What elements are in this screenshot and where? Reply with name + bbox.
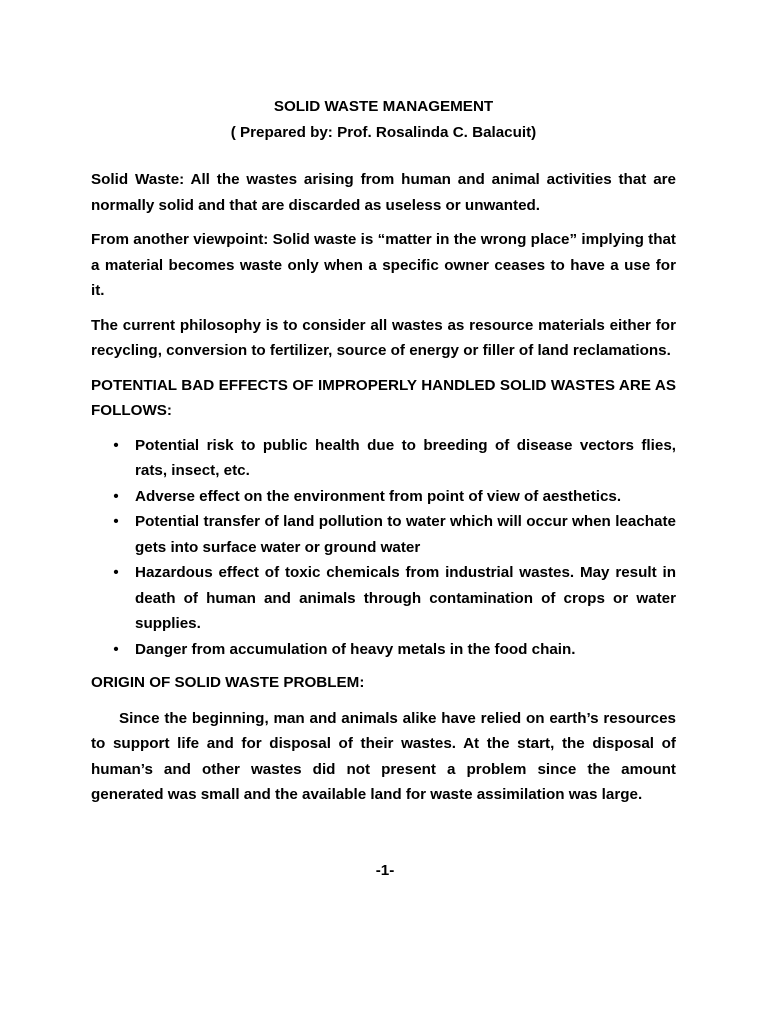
origin-heading: ORIGIN OF SOLID WASTE PROBLEM:	[91, 674, 365, 691]
effects-list-item	[113, 560, 676, 637]
effects-list-item	[113, 637, 676, 663]
effects-list-item	[113, 509, 676, 560]
document-subtitle: ( Prepared by: Prof. Rosalinda C. Balacuit)	[230, 123, 537, 141]
origin-paragraph: Since the beginning, man and animals alike have relied on earth’s resources to support life and for disposal of their wastes. At the start, the disposal of human’s and other wastes did not present a problem since the amount generated was small and the available land for waste assimilation was large.	[91, 709, 676, 803]
bullet-icon: •	[113, 436, 119, 454]
effects-list-item	[113, 433, 676, 484]
effect-text: Potential risk to public health due to breeding of disease vectors flies, rats, insect, etc.	[135, 436, 676, 479]
title-block	[91, 94, 676, 145]
bullet-icon: •	[113, 640, 119, 658]
bullet-icon: •	[113, 513, 119, 530]
effects-list-item	[113, 484, 676, 510]
effects-heading: POTENTIAL BAD EFFECTS OF IMPROPERLY HANDLED SOLID WASTES ARE AS FOLLOWS:	[91, 376, 676, 419]
effects-list	[91, 433, 676, 663]
effect-text: Adverse effect on the environment from point of view of aesthetics.	[135, 487, 622, 505]
viewpoint-paragraph: From another viewpoint: Solid waste is “matter in the wrong place” implying that a material becomes waste only when a specific owner ceases to have a use for it.	[91, 231, 676, 299]
effect-text: Danger from accumulation of heavy metals in the food chain.	[135, 640, 576, 658]
bullet-icon: •	[113, 487, 119, 505]
effect-text: Potential transfer of land pollution to water which will occur when leachate gets into surface water or ground water	[135, 513, 676, 556]
effect-text: Hazardous effect of toxic chemicals from industrial wastes. May result in death of human and animals through contamination of crops or water supplies.	[135, 564, 676, 632]
philosophy-paragraph: The current philosophy is to consider all wastes as resource materials either for recycling, conversion to fertilizer, source of energy or filler of land reclamations.	[91, 316, 676, 359]
bullet-icon: •	[113, 564, 119, 581]
document-title: SOLID WASTE MANAGEMENT	[273, 98, 494, 115]
page-number: -1-	[375, 862, 395, 879]
definition-paragraph: Solid Waste: All the wastes arising from human and animal activities that are normally solid and that are discarded as useless or unwanted.	[91, 171, 676, 214]
